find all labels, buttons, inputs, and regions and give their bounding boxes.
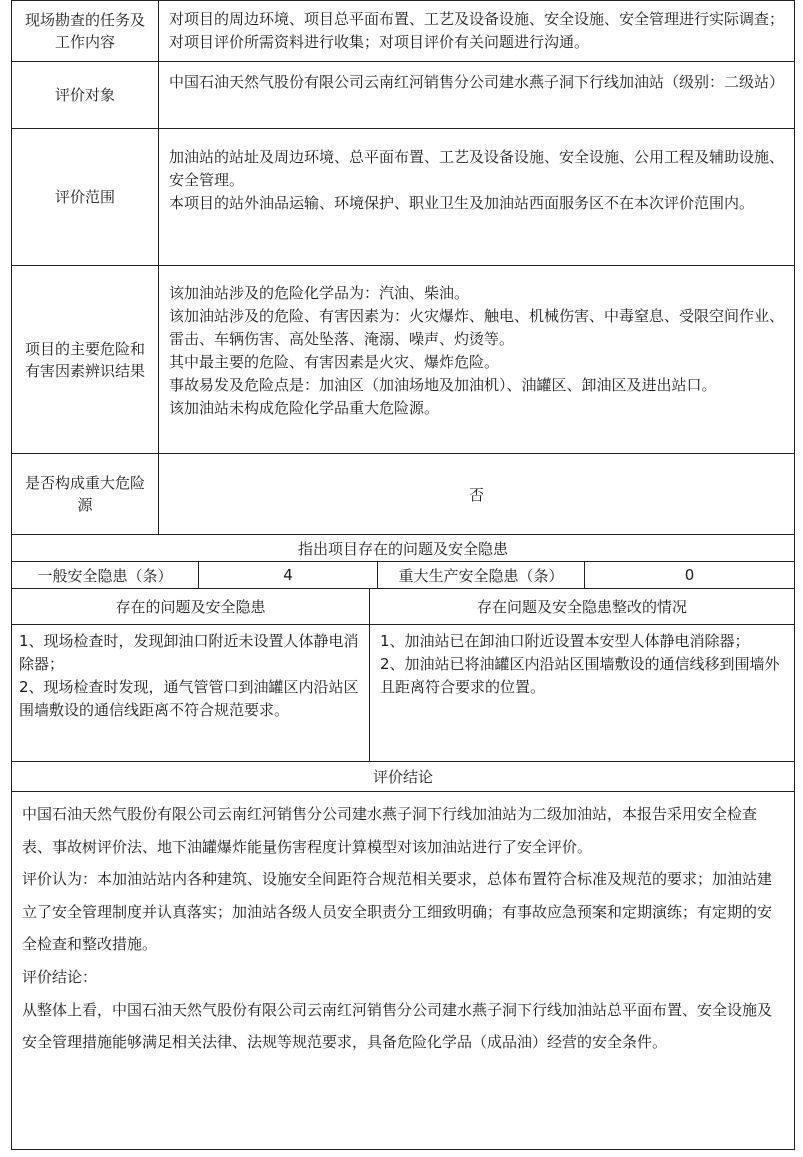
problems-list: [11, 624, 370, 762]
major-hazard-count: 0: [584, 561, 795, 589]
conclusion-label: 评价结论：: [22, 967, 98, 986]
issues-heading: 指出项目存在的问题及安全隐患: [11, 534, 795, 562]
major-hazard-value: 否: [158, 453, 795, 535]
general-hazard-count-label: 一般安全隐患（条）: [11, 561, 199, 589]
major-hazard-label: 是否构成重大危险源: [11, 453, 159, 535]
evaluation-scope-content: [158, 128, 795, 266]
hazard-paragraph-2: 该加油站涉及的危险、有害因素为：火灾爆炸、触电、机械伤害、中毒窒息、受限空间作业、雷击、车辆伤害、高处坠落、淹溺、噪声、灼烫等。: [169, 307, 785, 348]
conclusion-body: [11, 791, 795, 1150]
scope-paragraph-2: 本项目的站外油品运输、环境保护、职业卫生及加油站西面服务区不在本次评价范围内。: [169, 194, 755, 212]
major-hazard-count-label: 重大生产安全隐患（条）: [377, 561, 585, 589]
evaluation-object-label: 评价对象: [11, 61, 159, 129]
site-survey-content: [158, 0, 795, 62]
conclusion-heading: 评价结论: [11, 761, 795, 792]
hazard-identification-content: [158, 265, 795, 454]
rectification-item-2: 2、加油站已将油罐区内沿站区围墙敷设的通信线移到围墙外且距离符合要求的位置。: [380, 655, 780, 696]
evaluation-report-table: [11, 0, 795, 1150]
scope-paragraph-1: 加油站的站址及周边环境、总平面布置、工艺及设备设施、安全设施、公用工程及辅助设施、安全管理。: [169, 148, 785, 189]
evaluation-scope-label: 评价范围: [11, 128, 159, 266]
conclusion-paragraph-2: 评价认为：本加油站站内各种建筑、设施安全间距符合规范相关要求，总体布置符合标准及规范的要求；加油站建立了安全管理制度并认真落实；加油站各级人员安全职责分工细致明确；有事故应急预案和定期演练；有定期的安全检查和整改措施。: [22, 870, 773, 954]
rectification-header: 存在问题及安全隐患整改的情况: [369, 588, 795, 625]
rectification-item-1: 1、加油站已在卸油口附近设置本安型人体静电消除器；: [380, 632, 750, 650]
hazard-paragraph-5: 该加油站未构成危险化学品重大危险源。: [169, 399, 440, 417]
problem-item-2: 2、现场检查时发现，通气管管口到油罐区内沿站区围墙敷设的通信线距离不符合规范要求。: [19, 678, 359, 719]
rectification-list: [369, 624, 795, 762]
site-survey-label: 现场勘查的任务及工作内容: [11, 0, 159, 62]
conclusion-paragraph-1: 中国石油天然气股份有限公司云南红河销售分公司建水燕子洞下行线加油站为二级加油站，本报告采用安全检查表、事故树评价法、地下油罐爆炸能量伤害程度计算模型对该加油站进行了安全评价。: [22, 805, 758, 856]
site-survey-text: 对项目的周边环境、项目总平面布置、工艺及设备设施、安全设施、安全管理进行实际调查；对项目评价所需资料进行收集；对项目评价有关问题进行沟通。: [169, 10, 785, 51]
evaluation-object-text: 中国石油天然气股份有限公司云南红河销售分公司建水燕子洞下行线加油站（级别：二级站）: [169, 73, 785, 91]
hazard-paragraph-1: 该加油站涉及的危险化学品为：汽油、柴油。: [169, 284, 470, 302]
conclusion-paragraph-3: 从整体上看，中国石油天然气股份有限公司云南红河销售分公司建水燕子洞下行线加油站总平面布置、安全设施及安全管理措施能够满足相关法律、法规等规范要求，具备危险化学品（成品油）经营的安全条件。: [22, 1000, 773, 1052]
problems-header: 存在的问题及安全隐患: [11, 588, 370, 625]
hazard-identification-label: 项目的主要危险和有害因素辨识结果: [11, 265, 159, 454]
evaluation-object-content: [158, 61, 795, 129]
hazard-paragraph-4: 事故易发及危险点是：加油区（加油场地及加油机）、油罐区、卸油区及进出站口。: [169, 376, 717, 394]
general-hazard-count: 4: [198, 561, 378, 589]
hazard-paragraph-3: 其中最主要的危险、有害因素是火灾、爆炸危险。: [169, 353, 500, 371]
problem-item-1: 1、现场检查时，发现卸油口附近未设置人体静电消除器；: [19, 632, 359, 673]
